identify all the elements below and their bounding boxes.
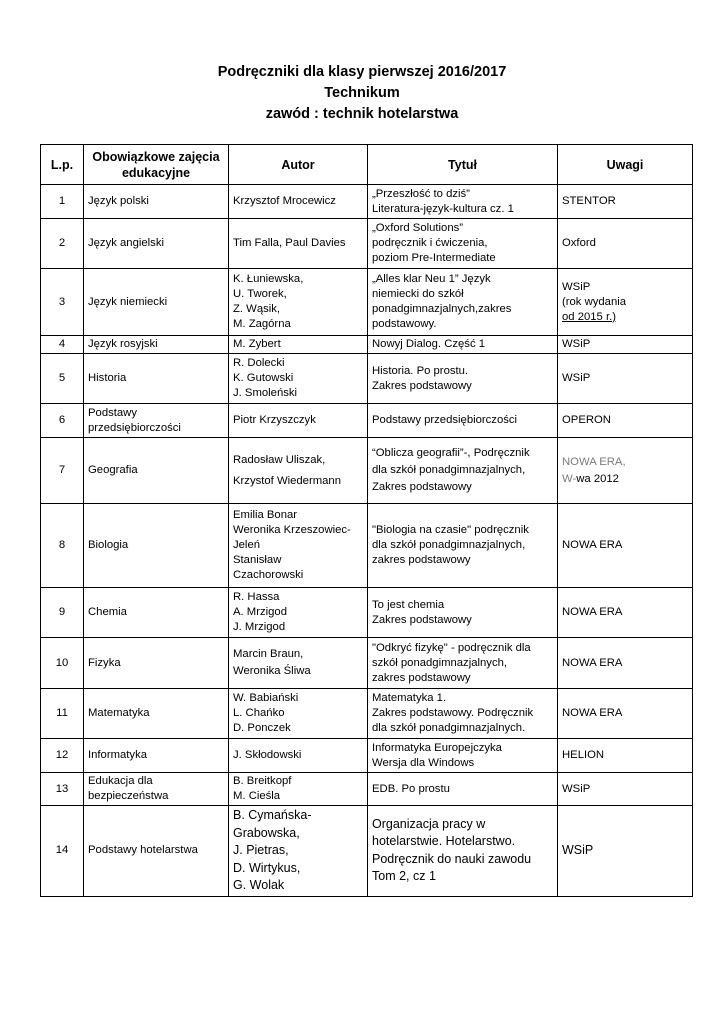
title-line: niemiecki do szkół [372, 288, 464, 300]
cell-author [229, 219, 368, 269]
cell-title [368, 504, 558, 588]
cell-subject [84, 354, 229, 404]
cell-lp: 11 [41, 689, 84, 739]
title-line: "Odkryć fizykę" - podręcznik dla [372, 641, 531, 654]
textbook-table [40, 144, 693, 897]
cell-title [368, 336, 558, 354]
cell-subject [84, 404, 229, 438]
notes-line: STENTOR [562, 195, 616, 207]
title-line: Tom 2, cz 1 [372, 869, 436, 884]
subject-line: Chemia [88, 606, 127, 618]
cell-author [229, 504, 368, 588]
subject-line: przedsiębiorczości [88, 421, 181, 434]
title-line: dla szkół ponadgimnazjalnych. [372, 722, 526, 734]
title-line: hotelarstwie. Hotelarstwo. [372, 834, 516, 849]
notes-line: NOWA ERA [562, 606, 623, 618]
cell-notes [558, 739, 693, 773]
notes-line: NOWA ERA [562, 656, 623, 669]
author-line: Weronika Śliwa [233, 665, 311, 677]
title-line: Informatyka Europejczyka [372, 741, 502, 754]
author-line: B. Cymańska- [233, 808, 312, 822]
cell-subject [84, 588, 229, 638]
cell-notes [558, 504, 693, 588]
header-title: Tytuł [368, 145, 558, 185]
author-line: Czachorowski [233, 569, 304, 581]
header-author: Autor [229, 145, 368, 185]
cell-subject [84, 185, 229, 219]
header-notes: Uwagi [558, 145, 693, 185]
cell-subject [84, 739, 229, 773]
cell-title [368, 269, 558, 336]
subject-line: Historia [88, 372, 127, 384]
notes-suffix: wa 2012 [576, 472, 619, 485]
cell-author [229, 773, 368, 806]
cell-lp: 1 [41, 185, 84, 219]
author-line: D. Wirtykus, [233, 860, 301, 875]
title-line-3: zawód : technik hotelarstwa [265, 106, 459, 122]
table-row [41, 739, 693, 773]
cell-subject [84, 504, 229, 588]
author-line: Weronika Krzeszowiec- [233, 524, 351, 536]
cell-notes [558, 638, 693, 689]
cell-title [368, 588, 558, 638]
subject-line: Język angielski [88, 237, 164, 249]
cell-author [229, 806, 368, 897]
subject-line: Biologia [88, 539, 129, 551]
title-line: ponadgimnazjalnych,zakres [372, 303, 512, 315]
cell-subject [84, 773, 229, 806]
author-line: K. Gutowski [233, 372, 294, 384]
subject-line: Język niemiecki [88, 295, 168, 308]
cell-title [368, 806, 558, 897]
title-line: Wersja dla Windows [372, 756, 475, 769]
title-line: dla szkół ponadgimnazjalnych, [372, 464, 526, 476]
cell-lp: 10 [41, 638, 84, 689]
author-line: Krzystof Wiedermann [233, 474, 341, 487]
cell-notes [558, 219, 693, 269]
subject-line: Matematyka [88, 707, 150, 719]
table-row [41, 773, 693, 806]
notes-line: WSiP [562, 843, 594, 857]
table-row [41, 404, 693, 438]
table-row [41, 638, 693, 689]
table-header-row [41, 145, 693, 185]
cell-title [368, 689, 558, 739]
cell-subject [84, 269, 229, 336]
title-line: „Alles klar Neu 1” Język [372, 273, 491, 285]
title-line: Historia. Po prostu. [372, 364, 469, 377]
cell-subject [84, 689, 229, 739]
author-line: J. Skłodowski [233, 749, 302, 761]
notes-line: WSiP [562, 280, 591, 293]
cell-lp: 7 [41, 438, 84, 504]
cell-notes [558, 185, 693, 219]
header-lp: L.p. [41, 145, 84, 185]
cell-notes [558, 354, 693, 404]
title-line: “Oblicza geografii”-, Podręcznik [372, 447, 530, 459]
author-line: D. Ponczek [233, 722, 291, 734]
table-row [41, 806, 693, 897]
cell-lp: 14 [41, 806, 84, 897]
cell-author [229, 588, 368, 638]
cell-lp: 4 [41, 336, 84, 354]
author-line: J. Mrzigod [233, 621, 286, 633]
cell-subject [84, 336, 229, 354]
cell-title [368, 404, 558, 438]
notes-line: od 2015 r.) [562, 310, 617, 323]
cell-notes [558, 689, 693, 739]
notes-line: WSiP [562, 372, 591, 384]
cell-author [229, 404, 368, 438]
header-subject [84, 145, 229, 185]
author-line: M. Zybert [233, 338, 281, 350]
table-row [41, 185, 693, 219]
author-line: U. Tworek, [233, 288, 287, 300]
cell-author [229, 185, 368, 219]
cell-subject [84, 219, 229, 269]
title-line-1: Podręczniki dla klasy pierwszej 2016/2017 [217, 64, 507, 80]
notes-line: WSiP [562, 782, 591, 795]
title-line: zakres podstawowy [372, 671, 471, 684]
cell-lp: 12 [41, 739, 84, 773]
cell-author [229, 336, 368, 354]
table-row [41, 269, 693, 336]
subject-line: bezpieczeństwa [88, 790, 169, 802]
cell-author [229, 438, 368, 504]
title-line: Organizacja pracy w [372, 816, 486, 831]
cell-notes [558, 806, 693, 897]
cell-notes [558, 336, 693, 354]
author-line: M. Zagórna [233, 318, 291, 330]
notes-line: (rok wydania [562, 295, 627, 308]
table-row [41, 354, 693, 404]
title-line: To jest chemia [372, 598, 445, 611]
title-line: poziom Pre-Intermediate [372, 252, 496, 264]
author-line: Piotr Krzyszczyk [233, 414, 316, 426]
subject-line: Fizyka [88, 656, 121, 669]
author-line: Krzysztof Mrocewicz [233, 195, 336, 207]
notes-line: NOWA ERA [562, 707, 623, 719]
author-line: K. Łuniewska, [233, 273, 304, 285]
title-line: Zakres podstawowy [372, 379, 472, 392]
subject-line: Informatyka [88, 749, 148, 761]
notes-line: WSiP [562, 338, 591, 350]
author-line: B. Breitkopf [233, 775, 292, 787]
title-line: „Przeszłość to dziś” [372, 187, 470, 200]
cell-lp: 8 [41, 504, 84, 588]
cell-title [368, 185, 558, 219]
cell-notes [558, 438, 693, 504]
title-line: EDB. Po prostu [372, 782, 450, 795]
author-line: R. Hassa [233, 591, 280, 603]
title-line: Matematyka 1. [372, 692, 447, 704]
cell-title [368, 638, 558, 689]
cell-title [368, 773, 558, 806]
cell-title [368, 438, 558, 504]
subject-line: Edukacja dla [88, 775, 153, 787]
notes-line [562, 471, 688, 488]
author-line: J. Smoleński [233, 387, 298, 399]
cell-notes [558, 404, 693, 438]
title-line: Literatura-język-kultura cz. 1 [372, 202, 514, 215]
title-line: podręcznik i ćwiczenia, [372, 237, 488, 249]
notes-line: HELION [562, 749, 605, 761]
title-line: Podstawy przedsiębiorczości [372, 414, 518, 426]
cell-author [229, 269, 368, 336]
cell-lp: 6 [41, 404, 84, 438]
cell-subject [84, 806, 229, 897]
cell-lp: 13 [41, 773, 84, 806]
table-row [41, 438, 693, 504]
notes-line: Oxford [562, 237, 596, 249]
author-line: M. Cieśla [233, 790, 281, 802]
cell-lp: 5 [41, 354, 84, 404]
cell-subject [84, 638, 229, 689]
notes-line: NOWA ERA, [562, 455, 626, 468]
title-line: Zakres podstawowy [372, 613, 472, 626]
subject-line: Podstawy hotelarstwa [88, 844, 198, 857]
author-line: A. Mrzigod [233, 606, 287, 618]
cell-author [229, 739, 368, 773]
table-row [41, 588, 693, 638]
author-line: W. Babiański [233, 692, 299, 704]
document-title [0, 62, 724, 125]
author-line: Jeleń [233, 539, 261, 551]
cell-author [229, 638, 368, 689]
subject-line: Język rosyjski [88, 338, 158, 350]
cell-notes [558, 773, 693, 806]
author-line: Z. Wąsik, [233, 303, 281, 315]
subject-line: Język polski [88, 195, 149, 207]
subject-line: Geografia [88, 464, 138, 476]
title-line: szkół ponadgimnazjalnych, [372, 656, 508, 669]
title-line: Nowyj Dialog. Część 1 [372, 338, 486, 350]
title-line-2: Technikum [324, 85, 400, 101]
table-row [41, 504, 693, 588]
author-line: R. Dolecki [233, 357, 285, 369]
title-line: podstawowy. [372, 318, 437, 330]
cell-title [368, 219, 558, 269]
notes-prefix: W- [562, 472, 577, 485]
notes-line: NOWA ERA [562, 539, 623, 551]
title-line: „Oxford Solutions” [372, 222, 464, 234]
author-line: G. Wolak [233, 878, 285, 892]
notes-line: OPERON [562, 414, 611, 426]
title-line: Podręcznik do nauki zawodu [372, 851, 532, 866]
author-line: Grabowska, [233, 825, 300, 840]
table-row [41, 689, 693, 739]
cell-lp: 9 [41, 588, 84, 638]
cell-lp: 2 [41, 219, 84, 269]
title-line: Zakres podstawowy [372, 481, 472, 493]
author-line: L. Chańko [233, 707, 285, 719]
cell-author [229, 689, 368, 739]
subject-line: Podstawy [88, 406, 137, 419]
header-subject-line: edukacyjne [121, 165, 191, 180]
author-line: Radosław Uliszak, [233, 453, 326, 466]
author-line: Stanisław [233, 554, 282, 566]
title-line: "Biologia na czasie" podręcznik [372, 524, 529, 536]
cell-subject [84, 438, 229, 504]
title-line: zakres podstawowy [372, 554, 471, 566]
table-row [41, 219, 693, 269]
author-line: Marcin Braun, [233, 648, 304, 660]
title-line: Zakres podstawowy. Podręcznik [372, 707, 534, 719]
table-row [41, 336, 693, 354]
cell-title [368, 739, 558, 773]
header-subject-line: Obowiązkowe zajęcia [92, 149, 220, 164]
author-line: Tim Falla, Paul Davies [233, 237, 346, 249]
cell-title [368, 354, 558, 404]
cell-notes [558, 269, 693, 336]
author-line: J. Pietras, [233, 843, 289, 857]
cell-notes [558, 588, 693, 638]
author-line: Emilia Bonar [233, 509, 298, 521]
cell-lp: 3 [41, 269, 84, 336]
title-line: dla szkół ponadgimnazjalnych, [372, 539, 526, 551]
cell-author [229, 354, 368, 404]
